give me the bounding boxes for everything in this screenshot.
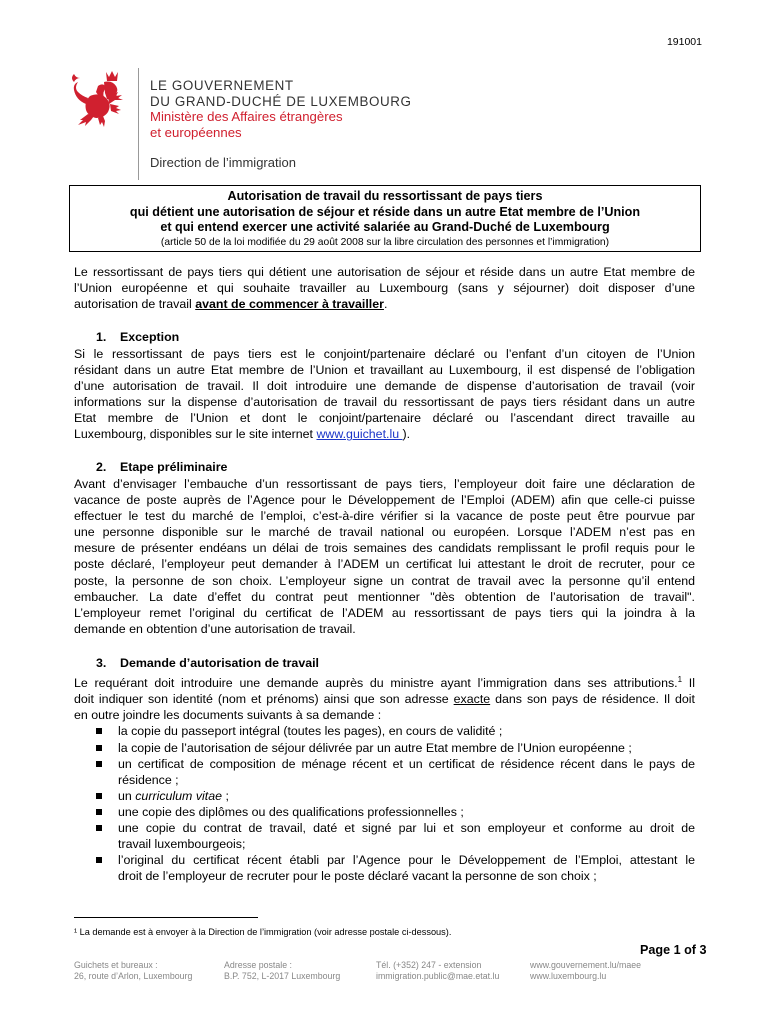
footer-office-address: 26, route d’Arlon, Luxembourg bbox=[74, 971, 193, 981]
section-1-title: Exception bbox=[120, 330, 180, 344]
footer-website-gov[interactable]: www.gouvernement.lu/maee bbox=[530, 960, 641, 970]
header-divider bbox=[138, 68, 139, 180]
section-2-number: 2. bbox=[96, 460, 107, 474]
section-1-last-line bbox=[74, 426, 695, 442]
section-2-line: effectuer le test du marché de l’emploi, c’est-à-dire vérifier si la vacance de poste peut être pourvue par bbox=[74, 509, 695, 524]
section-3-emphasis: exacte bbox=[453, 692, 491, 707]
government-name-line1: LE GOUVERNEMENT bbox=[150, 78, 294, 93]
section-1-body bbox=[74, 346, 695, 443]
document-number: 191001 bbox=[666, 36, 702, 48]
section-2-body bbox=[74, 476, 695, 637]
intro-line1: Le ressortissant de pays tiers qui détient une autorisation de séjour et réside dans un autre Etat membre de bbox=[74, 265, 695, 279]
section-3-title: Demande d’autorisation de travail bbox=[120, 656, 319, 670]
section-2-line: Avant d’envisager l’embauche d’un ressortissant de pays tiers, l’employeur doit faire une déclaration de bbox=[74, 477, 695, 491]
footnote: ¹ La demande est à envoyer à la Direction de l’immigration (voir adresse postale ci-dessous). bbox=[74, 927, 452, 937]
list-item-text: une copie des diplômes ou des qualifications professionnelles ; bbox=[118, 804, 464, 819]
footer-postal-label: Adresse postale : bbox=[224, 960, 292, 970]
page-number: Page 1 of 3 bbox=[640, 943, 707, 957]
intro-emphasis: avant de commencer à travailler bbox=[195, 297, 384, 312]
list-item-text: travail luxembourgeois; bbox=[118, 837, 246, 852]
direction-name: Direction de l’immigration bbox=[150, 155, 296, 170]
title-line2: qui détient une autorisation de séjour et réside dans un autre Etat membre de l’Union bbox=[129, 204, 641, 219]
ministry-name bbox=[150, 109, 343, 140]
document-list bbox=[74, 723, 695, 884]
list-item bbox=[74, 852, 695, 884]
section-3-heading bbox=[74, 656, 319, 670]
section-2-line: demande en obtention d’une autorisation de travail. bbox=[74, 621, 356, 636]
section-1-heading bbox=[74, 330, 179, 344]
intro-line3-text: autorisation de travail bbox=[74, 297, 196, 312]
section-3-body bbox=[74, 672, 695, 884]
list-item bbox=[74, 788, 695, 804]
section-2-line: poste, la personne de son choix. L’employeur signe un contrat de travail avec la personne qu’il entend bbox=[74, 573, 695, 588]
section-3-line1-text: Le requérant doit introduire une demande auprès du ministre ayant l’immigration dans ses attributions. bbox=[74, 676, 678, 691]
footer-postal-address: B.P. 752, L-2017 Luxembourg bbox=[224, 971, 341, 981]
section-3-line3: en outre joindre les documents suivants à sa demande : bbox=[74, 708, 382, 723]
footnote-divider bbox=[74, 917, 258, 918]
section-2-heading bbox=[74, 460, 227, 474]
list-item-text: une copie du contrat de travail, daté et signé par lui et son employeur et conforme au droit de bbox=[118, 820, 695, 835]
section-3-number: 3. bbox=[96, 656, 107, 670]
section-1-line: résidant dans un autre Etat membre de l’Union et travaillant au Luxembourg, il est dispensé de l’obligation bbox=[74, 363, 695, 378]
section-3-line1 bbox=[74, 672, 695, 691]
section-1-line: Si le ressortissant de pays tiers est le conjoint/partenaire déclaré ou l’enfant d’un citoyen de l’Union bbox=[74, 347, 695, 361]
list-item-text: la copie de l’autorisation de séjour délivrée par un autre Etat membre de l’Union européenne ; bbox=[118, 740, 632, 755]
section-1-line: Etat membre de l’Union et dont le conjoint/partenaire déclaré ou l’ascendant direct travaille au bbox=[74, 411, 695, 426]
footer-websites bbox=[530, 960, 641, 982]
list-item-text: la copie du passeport intégral (toutes les pages), en cours de validité ; bbox=[118, 724, 503, 739]
footer-email[interactable]: immigration.public@mae.etat.lu bbox=[376, 971, 500, 981]
intro-line2: l’Union européenne et qui souhaite travailler au Luxembourg (sans y séjourner) doit disposer d’une bbox=[74, 281, 695, 296]
list-item-italic: curriculum vitae bbox=[135, 788, 222, 803]
section-1-last-text: Luxembourg, disponibles sur le site internet bbox=[74, 427, 317, 442]
footnote-ref[interactable]: 1 bbox=[677, 675, 683, 684]
list-item bbox=[74, 723, 695, 739]
section-1-last-end: ). bbox=[402, 427, 411, 442]
red-lion-icon bbox=[68, 68, 130, 130]
title-line3: et qui entend exercer une activité salariée au Grand-Duché de Luxembourg bbox=[160, 220, 610, 235]
list-item-text: un certificat de composition de ménage récent et un certificat de résidence récent dans le pays de bbox=[118, 756, 695, 771]
section-2-line: mesure de présenter endéans un délai de trois semaines des candidats remplissant le profil requis pour le bbox=[74, 541, 695, 556]
government-name bbox=[150, 78, 412, 109]
list-item bbox=[74, 820, 695, 852]
footer-phone: Tél. (+352) 247 - extension bbox=[376, 960, 482, 970]
guichet-link[interactable]: www.guichet.lu bbox=[316, 427, 403, 442]
list-item-text: résidence ; bbox=[118, 772, 179, 787]
section-2-line: poste déclaré, l’employeur peut demander à l’ADEM un certificat lui attestant le droit de recruter, pour ce bbox=[74, 557, 695, 572]
footer-office bbox=[74, 960, 192, 982]
section-1-number: 1. bbox=[96, 330, 107, 344]
intro-line3-end: . bbox=[383, 297, 388, 312]
list-item bbox=[74, 756, 695, 788]
ministry-name-line2: et européennes bbox=[150, 124, 242, 140]
footer-website-lux[interactable]: www.luxembourg.lu bbox=[530, 971, 607, 981]
section-1-line: d’une autorisation de travail. Il doit introduire une demande de dispense d’autorisation de travail (voir bbox=[74, 379, 695, 394]
title-subtitle: (article 50 de la loi modifiée du 29 août 2008 sur la libre circulation des personnes et l’immigration) bbox=[160, 236, 610, 248]
footer-contact bbox=[376, 960, 499, 982]
ministry-name-line1: Ministère des Affaires étrangères bbox=[150, 109, 343, 124]
list-item-text: l’original du certificat récent établi par l’Agence pour le Développement de l’Emploi, attestant le bbox=[118, 853, 695, 868]
section-2-line: L’employeur remet l’original du certificat de l’ADEM au ressortissant de pays tiers qui la joindra à la bbox=[74, 605, 695, 620]
section-2-line: embaucher. La date d’effet du contrat peut mentionner "dès obtention de l’autorisation de travail". bbox=[74, 589, 695, 604]
title-line1: Autorisation de travail du ressortissant de pays tiers bbox=[227, 189, 543, 203]
list-item-text: un bbox=[118, 788, 136, 803]
intro-line3 bbox=[74, 296, 695, 312]
section-1-line: informations sur la dispense d’autorisation de travail du ressortissant de pays tiers résidant dans un autre bbox=[74, 395, 695, 410]
list-item-text: ; bbox=[222, 788, 229, 803]
section-2-title: Etape préliminaire bbox=[120, 460, 228, 474]
title-box bbox=[69, 185, 701, 252]
section-3-line2 bbox=[74, 691, 695, 707]
section-3-line1-tail: Il bbox=[682, 676, 695, 691]
section-3-line2-end: dans son pays de résidence. Il doit bbox=[490, 692, 695, 707]
footer-office-label: Guichets et bureaux : bbox=[74, 960, 158, 970]
government-name-line2: DU GRAND-DUCHÉ DE LUXEMBOURG bbox=[150, 93, 412, 109]
section-2-line: une personne disponible sur le marché de travail national ou européen. Lorsque l’ADEM n’est pas en bbox=[74, 525, 695, 540]
section-3-line2-text: doit indiquer son identité (nom et prénoms) ainsi que son adresse bbox=[74, 692, 454, 707]
list-item bbox=[74, 804, 695, 820]
footer-postal bbox=[224, 960, 340, 982]
intro-paragraph bbox=[74, 264, 695, 312]
list-item-text: droit de l’employeur de recruter pour le poste déclaré vacant la personne de son choix ; bbox=[118, 869, 597, 884]
list-item bbox=[74, 740, 695, 756]
section-2-line: vacance de poste auprès de l’Agence pour le Développement de l’Emploi (ADEM) afin que celle-ci puisse bbox=[74, 493, 695, 508]
